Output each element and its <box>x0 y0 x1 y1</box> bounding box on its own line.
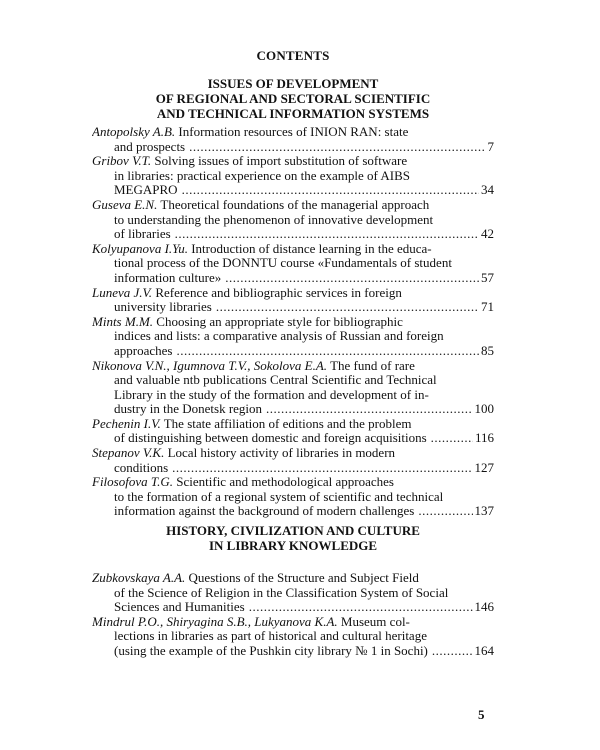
toc-entry-title: dustry in the Donetsk region <box>114 402 263 417</box>
toc-entry-line <box>92 446 494 461</box>
toc-entry-line <box>92 329 494 344</box>
toc-entry-text <box>114 300 212 315</box>
toc-entry-title: Solving issues of import substitution of software <box>151 154 408 169</box>
contents-title: CONTENTS <box>256 48 330 63</box>
toc-entry-line <box>92 213 494 228</box>
toc-entry-title: Local history activity of libraries in modern <box>164 446 396 461</box>
toc-entry-title: university libraries <box>114 300 212 315</box>
toc-entry-page: 116 <box>474 431 494 446</box>
toc-entry-text <box>92 615 410 629</box>
toc-entry-title: The state affiliation of editions and the problem <box>160 416 412 431</box>
toc-leader-dots <box>266 402 472 417</box>
toc-entry <box>92 571 494 615</box>
page-number: 5 <box>478 707 485 722</box>
toc-entry-text <box>114 431 427 446</box>
toc-entry-line <box>92 586 494 601</box>
toc-entry-text <box>114 256 452 270</box>
toc-entry-text <box>114 461 168 476</box>
toc-entry-title: Sciences and Humanities <box>114 600 245 615</box>
toc-leader-dots <box>225 271 479 286</box>
toc-entry-text <box>114 586 448 600</box>
section-title-line: HISTORY, CIVILIZATION AND CULTURE <box>166 523 420 539</box>
toc-entry-author: Kolyupanova I.Yu. <box>92 241 188 256</box>
toc-entry-page: 137 <box>474 504 494 519</box>
toc-entry-text <box>92 154 407 168</box>
toc-entry-line <box>92 490 494 505</box>
toc-entry-text <box>92 359 415 373</box>
toc-entry-text <box>114 600 245 615</box>
toc-entry-author: Zubkovskaya A.A. <box>92 571 186 586</box>
toc-entry-line <box>92 388 494 403</box>
toc-entry-text <box>92 242 432 256</box>
toc-entry <box>92 242 494 286</box>
contents-sections <box>92 76 494 659</box>
toc-entry-line <box>92 154 494 169</box>
toc-entry <box>92 417 494 446</box>
toc-entry-text <box>92 198 429 212</box>
toc-entry-text <box>92 475 394 489</box>
toc-leader-dots <box>176 344 479 359</box>
toc-entry-text <box>114 169 410 183</box>
toc-entry-text <box>114 227 171 242</box>
toc-entry-line <box>92 571 494 586</box>
toc-entry-line <box>92 644 494 659</box>
toc-entry-title: and valuable ntb publications Central Scientific and Technical <box>114 373 437 388</box>
toc-entry-title: of the Science of Religion in the Classification System of Social <box>114 585 449 600</box>
toc-entry-text <box>92 286 402 300</box>
toc-entry-title: Information resources of INION RAN: state <box>175 125 409 139</box>
toc-leader-dots <box>172 461 472 476</box>
toc-entry-line <box>92 256 494 271</box>
toc-entry-author: Nikonova V.N., Igumnova T.V., Sokolova E.A. <box>92 358 328 373</box>
toc-leader-dots <box>182 183 479 198</box>
toc-entry-line <box>92 300 494 315</box>
toc-entry-title: information culture» <box>114 270 222 285</box>
toc-entry-page: 7 <box>487 139 494 154</box>
toc-leader-dots <box>189 140 485 155</box>
toc-entry <box>92 475 494 519</box>
toc-entry-line <box>92 461 494 476</box>
toc-entry-text <box>114 644 428 659</box>
toc-entry-title: information against the background of modern challenges <box>114 504 415 519</box>
toc-entry-author: Gribov V.T. <box>92 154 152 169</box>
toc-entry-line <box>92 286 494 301</box>
toc-entry-line <box>92 431 494 446</box>
toc-entry-author: Antopolsky A.B. <box>92 125 176 139</box>
toc-entry <box>92 198 494 242</box>
toc-leader-dots <box>432 644 473 659</box>
toc-entry-page: 85 <box>481 343 494 358</box>
toc-entry-text <box>92 315 403 329</box>
toc-entry <box>92 615 494 659</box>
toc-entry-title: tional process of the DONNTU course «Fundamentals of student <box>114 256 452 271</box>
contents-page <box>92 48 494 659</box>
toc-entry-line <box>92 615 494 630</box>
toc-entry-line <box>92 315 494 330</box>
toc-leader-dots <box>431 431 473 446</box>
toc-entry-text <box>114 213 433 227</box>
toc-entry-page: 42 <box>481 227 494 242</box>
toc-entry-text <box>114 402 262 417</box>
toc-entry-title: in libraries: practical experience on the example of AIBS <box>114 168 410 183</box>
toc-entry-author: Mints M.M. <box>92 314 154 329</box>
toc-entry <box>92 446 494 475</box>
toc-entry-text <box>114 140 185 155</box>
toc-entry-line <box>92 169 494 184</box>
toc-entry-line <box>92 242 494 257</box>
toc-entry-page: 57 <box>481 270 494 285</box>
toc-entry-title: to understanding the phenomenon of innovative development <box>114 212 434 227</box>
toc-entry-title: The fund of rare <box>327 358 415 373</box>
toc-entry-title: Reference and bibliographic services in foreign <box>152 285 402 300</box>
toc-entry-title: approaches <box>114 343 173 358</box>
toc-entry-title: Theoretical foundations of the managerial approach <box>157 197 430 212</box>
section-title-line: ISSUES OF DEVELOPMENT <box>207 76 379 91</box>
toc-entry-title: indices and lists: a comparative analysis of Russian and foreign <box>114 329 444 344</box>
toc-entry-page: 146 <box>474 600 494 615</box>
toc-entry-line <box>92 125 494 140</box>
toc-entry-line <box>92 344 494 359</box>
toc-entry-title: Introduction of distance learning in the educa- <box>187 241 432 256</box>
toc-entry-title: Museum col- <box>337 614 410 629</box>
section-title-line: AND TECHNICAL INFORMATION SYSTEMS <box>156 106 430 121</box>
section-title <box>92 523 494 553</box>
toc-entry-title: (using the example of the Pushkin city library № 1 in Sochi) <box>114 644 428 658</box>
toc-entry-title: of distinguishing between domestic and foreign acquisitions <box>114 431 427 446</box>
toc-leader-dots <box>216 300 479 315</box>
toc-entry-line <box>92 629 494 644</box>
toc-entry-text <box>114 271 221 286</box>
toc-entry-author: Stepanov V.K. <box>92 446 165 461</box>
toc-entry-line <box>92 140 494 155</box>
toc-entry-title: of libraries <box>114 227 171 242</box>
section-title <box>92 76 494 121</box>
section-title-line: OF REGIONAL AND SECTORAL SCIENTIFIC <box>155 91 431 106</box>
toc-entry <box>92 359 494 417</box>
toc-entry-line <box>92 600 494 615</box>
toc-entry-text <box>114 344 172 359</box>
toc-entry-line <box>92 417 494 432</box>
toc-entry-title: MEGAPRO <box>114 183 178 198</box>
toc-entry-line <box>92 183 494 198</box>
toc-leader-dots <box>249 600 473 615</box>
toc-entry-line <box>92 504 494 519</box>
toc-entry-title: lections in libraries as part of historical and cultural heritage <box>114 629 427 644</box>
toc-entry-title: and prospects <box>114 139 186 154</box>
toc-entry-author: Luneva J.V. <box>92 285 153 300</box>
toc-entry-text <box>114 504 414 519</box>
toc-entry-line <box>92 198 494 213</box>
toc-entry-title: Library in the study of the formation and development of in- <box>114 387 429 402</box>
toc-entry <box>92 286 494 315</box>
toc-entry-title: Scientific and methodological approaches <box>173 475 394 490</box>
toc-entry-line <box>92 359 494 374</box>
toc-entry-author: Pechenin I.V. <box>92 416 161 431</box>
toc-leader-dots <box>175 227 479 242</box>
section-title-line: IN LIBRARY KNOWLEDGE <box>208 538 378 554</box>
toc-entry-line <box>92 475 494 490</box>
toc-entry-title: conditions <box>114 460 169 475</box>
toc-entry <box>92 125 494 154</box>
toc-entry <box>92 315 494 359</box>
toc-entry-text <box>114 329 444 343</box>
toc-entry-text <box>114 183 178 198</box>
toc-entry-text <box>114 388 429 402</box>
toc-entry-text <box>92 417 412 431</box>
toc-entry-text <box>114 373 437 387</box>
toc-entry-author: Mindrul P.O., Shiryagina S.B., Lukyanova K.A. <box>92 614 338 629</box>
toc-entry <box>92 154 494 198</box>
toc-entry-page: 100 <box>474 402 494 417</box>
toc-entry-text <box>92 571 419 585</box>
toc-entry-text <box>114 629 427 643</box>
toc-entry-line <box>92 271 494 286</box>
toc-entry-text <box>114 490 443 504</box>
toc-entry-page: 71 <box>481 300 494 315</box>
toc-entry-line <box>92 227 494 242</box>
toc-entry-text <box>92 446 395 460</box>
toc-entry-title: Choosing an appropriate style for bibliographic <box>153 314 403 329</box>
toc-entry-page: 127 <box>474 460 494 475</box>
toc-entry-text <box>92 125 408 139</box>
toc-entry-page: 164 <box>474 644 494 658</box>
toc-entry-line <box>92 402 494 417</box>
toc-entry-author: Filosofova T.G. <box>92 475 174 490</box>
toc-entry-page: 34 <box>481 183 494 198</box>
toc-leader-dots <box>418 504 472 519</box>
toc-entry-line <box>92 373 494 388</box>
toc-entry-title: Questions of the Structure and Subject Field <box>185 571 419 586</box>
toc-entry-author: Guseva E.N. <box>92 197 158 212</box>
toc-entry-title: to the formation of a regional system of scientific and technical <box>114 489 444 504</box>
